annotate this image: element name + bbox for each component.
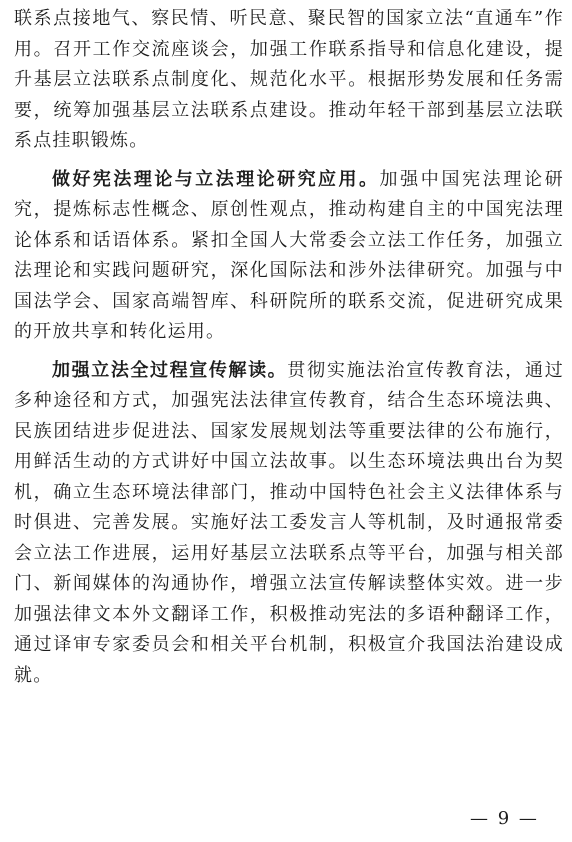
paragraph-3-heading: 加强立法全过程宣传解读。	[52, 359, 288, 381]
paragraph-3-text: 贯彻实施法治宣传教育法，通过多种途径和方式，加强宪法法律宣传教育，结合生态环境法典、民族团结进步促进法、国家发展规划法等重要法律的公布施行，用鲜活生动的方式讲好中国立法故事。以生态环境法典出台为契机，确立生态环境法律部门，推动中国特色社会主义法律体系与时俱进、完善发展。实施好法工委发言人等机制，及时通报常委会立法工作进展，运用好基层立法联系点等平台，加强与相关部门、新闻媒体的沟通协作，增强立法宣传解读整体实效。进一步加强法律文本外文翻译工作，积极推动宪法的多语种翻译工作，通过译审专家委员会和相关平台机制，积极宣介我国法治建设成就。	[14, 359, 564, 686]
paragraph-1	[14, 4, 564, 157]
document-page	[14, 4, 564, 691]
paragraph-2	[14, 165, 564, 348]
paragraph-2-text: 加强中国宪法理论研究，提炼标志性概念、原创性观点，推动构建自主的中国宪法理论体系和话语体系。紧扣全国人大常委会立法工作任务，加强立法理论和实践问题研究，深化国际法和涉外法律研究。加强与中国法学会、国家高端智库、科研院所的联系交流，促进研究成果的开放共享和转化运用。	[14, 168, 564, 342]
paragraph-2-heading: 做好宪法理论与立法理论研究应用。	[52, 168, 380, 190]
paragraph-3	[14, 356, 564, 692]
paragraph-1-text: 联系点接地气、察民情、听民意、聚民智的国家立法“直通车”作用。召开工作交流座谈会，加强工作联系指导和信息化建设，提升基层立法联系点制度化、规范化水平。根据形势发展和任务需要，统筹加强基层立法联系点建设。推动年轻干部到基层立法联系点挂职锻炼。	[14, 8, 564, 151]
page-number: — 9 —	[470, 808, 539, 829]
